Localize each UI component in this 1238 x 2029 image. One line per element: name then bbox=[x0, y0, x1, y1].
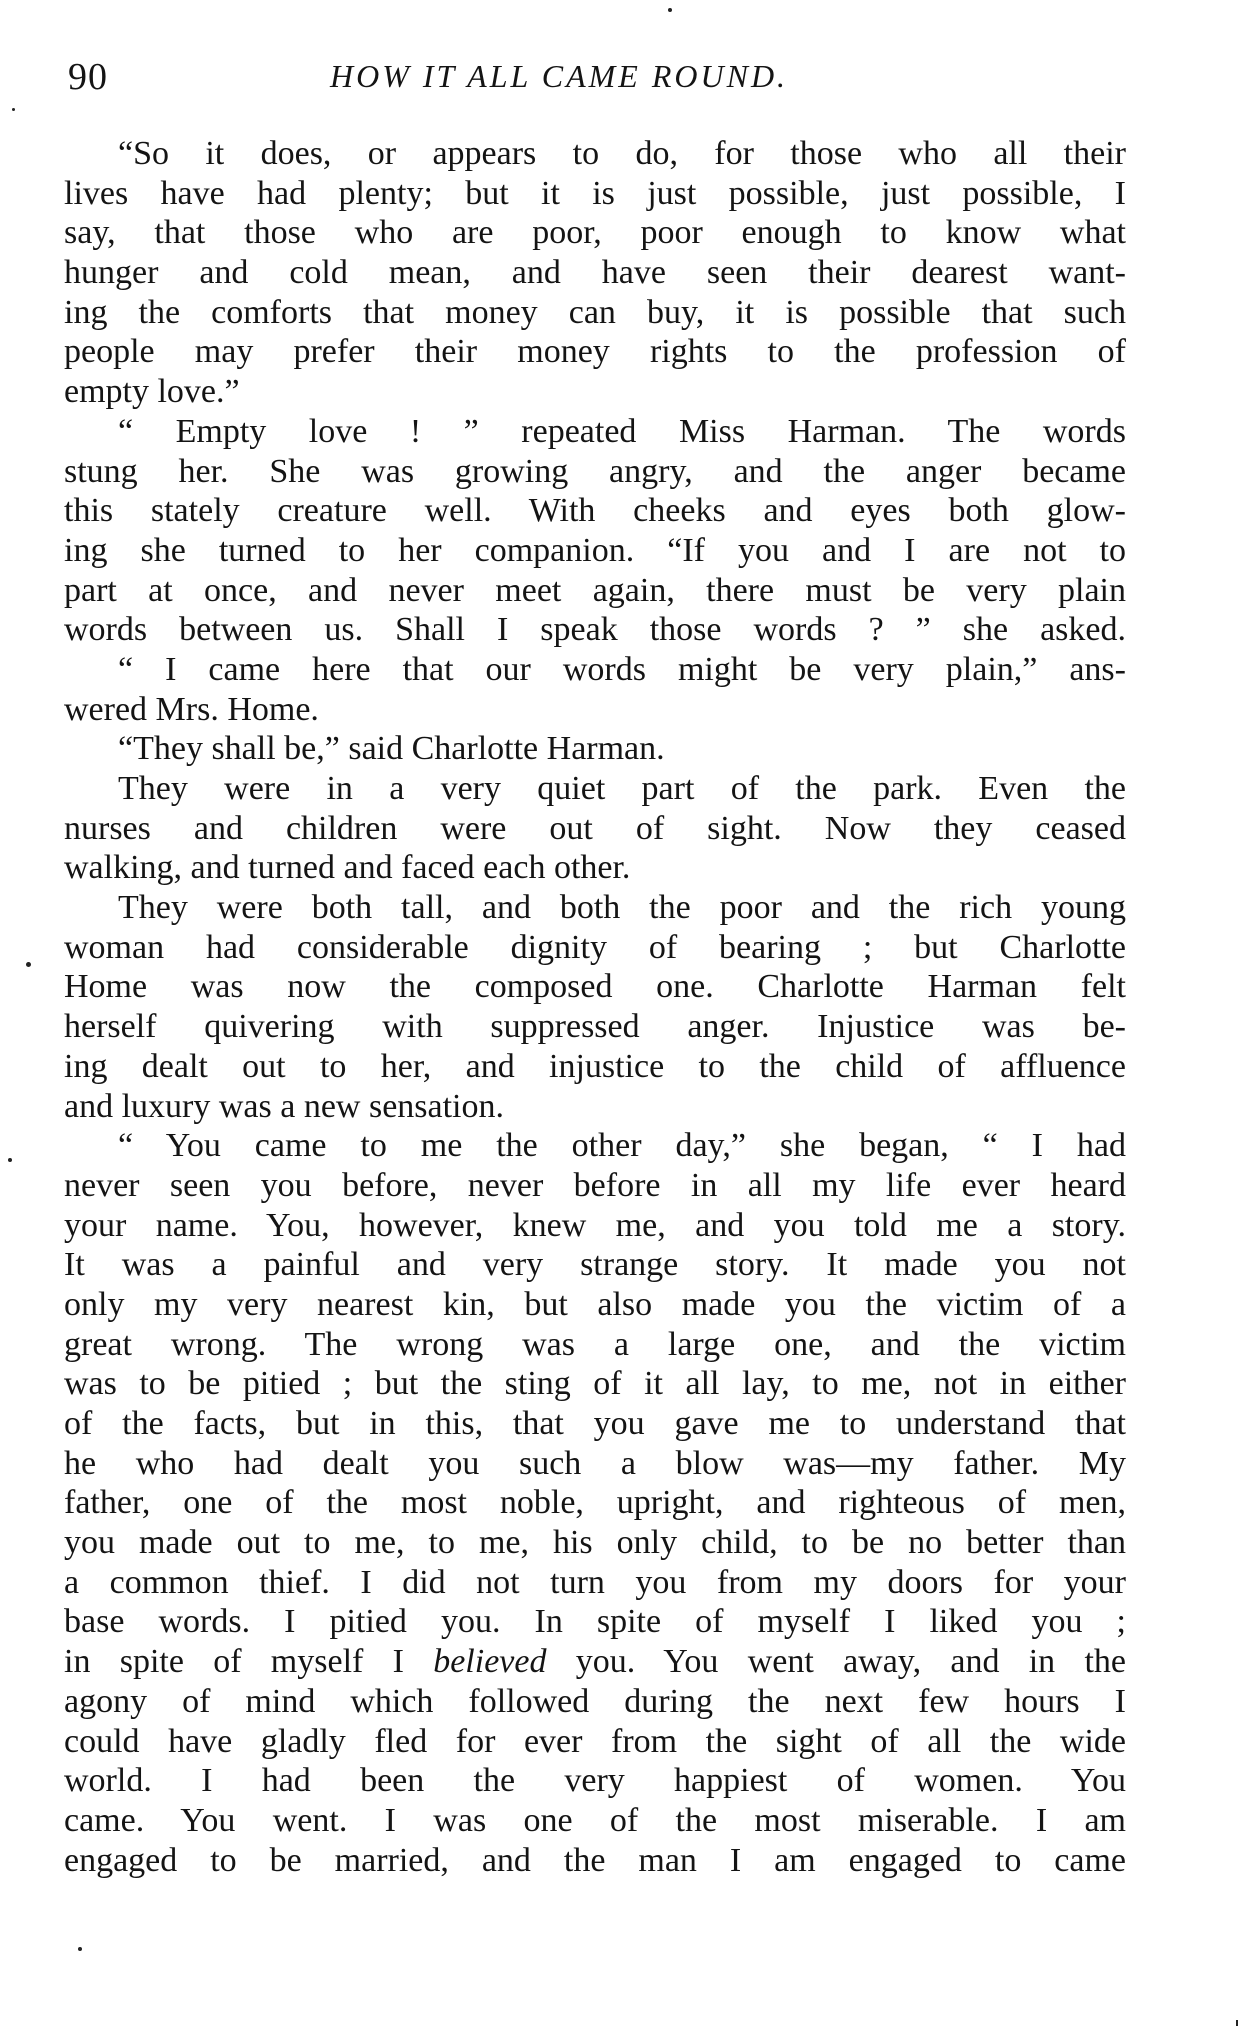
text-line: in spite of myself I believed you. You went away, and in the bbox=[64, 1643, 1126, 1681]
text-line: people may prefer their money rights to the profession of bbox=[64, 333, 1126, 371]
text-line: “So it does, or appears to do, for those who all their bbox=[118, 135, 1126, 172]
text-line: “They shall be,” said Charlotte Harman. bbox=[118, 730, 665, 768]
text-line: They were in a very quiet part of the park. Even the bbox=[118, 770, 1126, 807]
scan-speck bbox=[78, 1947, 82, 1951]
scan-speck bbox=[12, 108, 15, 111]
text-line: father, one of the most noble, upright, and righteous of men, bbox=[64, 1484, 1126, 1522]
text-line: your name. You, however, knew me, and you told me a story. bbox=[64, 1206, 1126, 1244]
text-line: was to be pitied ; but the sting of it all lay, to me, not in either bbox=[64, 1365, 1126, 1403]
scan-speck bbox=[26, 962, 31, 967]
text-line: words between us. Shall I speak those words ? ” she asked. bbox=[64, 611, 1126, 649]
scan-speck bbox=[668, 8, 672, 12]
text-line: great wrong. The wrong was a large one, and the victim bbox=[64, 1325, 1126, 1363]
text-line: you made out to me, to me, his only child, to be no better than bbox=[64, 1524, 1126, 1562]
text-line: woman had considerable dignity of bearing ; but Charlotte bbox=[64, 928, 1126, 966]
text-line: engaged to be married, and the man I am engaged to came bbox=[64, 1841, 1126, 1879]
page-number: 90 bbox=[68, 56, 108, 98]
text-line: this stately creature well. With cheeks and eyes both glow- bbox=[64, 492, 1126, 530]
text-line: he who had dealt you such a blow was—my father. My bbox=[64, 1444, 1126, 1482]
body-text bbox=[64, 134, 1126, 1880]
text-line: of the facts, but in this, that you gave me to understand that bbox=[64, 1405, 1126, 1442]
text-line: agony of mind which followed during the next few hours I bbox=[64, 1682, 1126, 1720]
text-line: a common thief. I did not turn you from my doors for your bbox=[64, 1563, 1126, 1601]
text-line: lives have had plenty; but it is just possible, just possible, I bbox=[64, 174, 1126, 212]
text-line: came. You went. I was one of the most miserable. I am bbox=[64, 1801, 1126, 1839]
text-line: herself quivering with suppressed anger. Injustice was be- bbox=[64, 1008, 1126, 1046]
text-line: It was a painful and very strange story. It made you not bbox=[64, 1246, 1126, 1284]
text-line: They were both tall, and both the poor and the rich young bbox=[118, 889, 1126, 927]
text-line: hunger and cold mean, and have seen their dearest want- bbox=[64, 254, 1126, 292]
text-line: only my very nearest kin, but also made you the victim of a bbox=[64, 1285, 1126, 1323]
text-line: say, that those who are poor, poor enough to know what bbox=[64, 214, 1126, 252]
text-line: “ Empty love ! ” repeated Miss Harman. The words bbox=[118, 412, 1126, 450]
text-line: world. I had been the very happiest of women. You bbox=[64, 1762, 1126, 1800]
text-line: never seen you before, never before in all my life ever heard bbox=[64, 1166, 1126, 1204]
text-line: ing the comforts that money can buy, it is possible that such bbox=[64, 293, 1126, 331]
scan-speck bbox=[8, 1158, 12, 1162]
text-line: ing she turned to her companion. “If you and I are not to bbox=[64, 531, 1126, 569]
text-line: walking, and turned and faced each other. bbox=[64, 849, 631, 887]
text-line: “ I came here that our words might be very plain,” ans- bbox=[118, 650, 1126, 688]
text-line: part at once, and never meet again, there must be very plain bbox=[64, 571, 1126, 609]
text-line: nurses and children were out of sight. Now they ceased bbox=[64, 809, 1126, 847]
text-line: stung her. She was growing angry, and the anger became bbox=[64, 452, 1126, 490]
text-line: and luxury was a new sensation. bbox=[64, 1087, 505, 1125]
text-line: base words. I pitied you. In spite of myself I liked you ; bbox=[64, 1603, 1126, 1641]
emphasized-word: believed bbox=[433, 1643, 547, 1681]
text-line: wered Mrs. Home. bbox=[64, 690, 319, 728]
text-line: empty love.” bbox=[64, 373, 240, 411]
text-line: ing dealt out to her, and injustice to the child of affluence bbox=[64, 1047, 1126, 1085]
text-line: Home was now the composed one. Charlotte Harman felt bbox=[64, 968, 1126, 1006]
text-line: “ You came to me the other day,” she began, “ I had bbox=[118, 1127, 1126, 1165]
running-title: HOW IT ALL CAME ROUND. bbox=[330, 58, 789, 94]
text-line: could have gladly fled for ever from the sight of all the wide bbox=[64, 1722, 1126, 1760]
